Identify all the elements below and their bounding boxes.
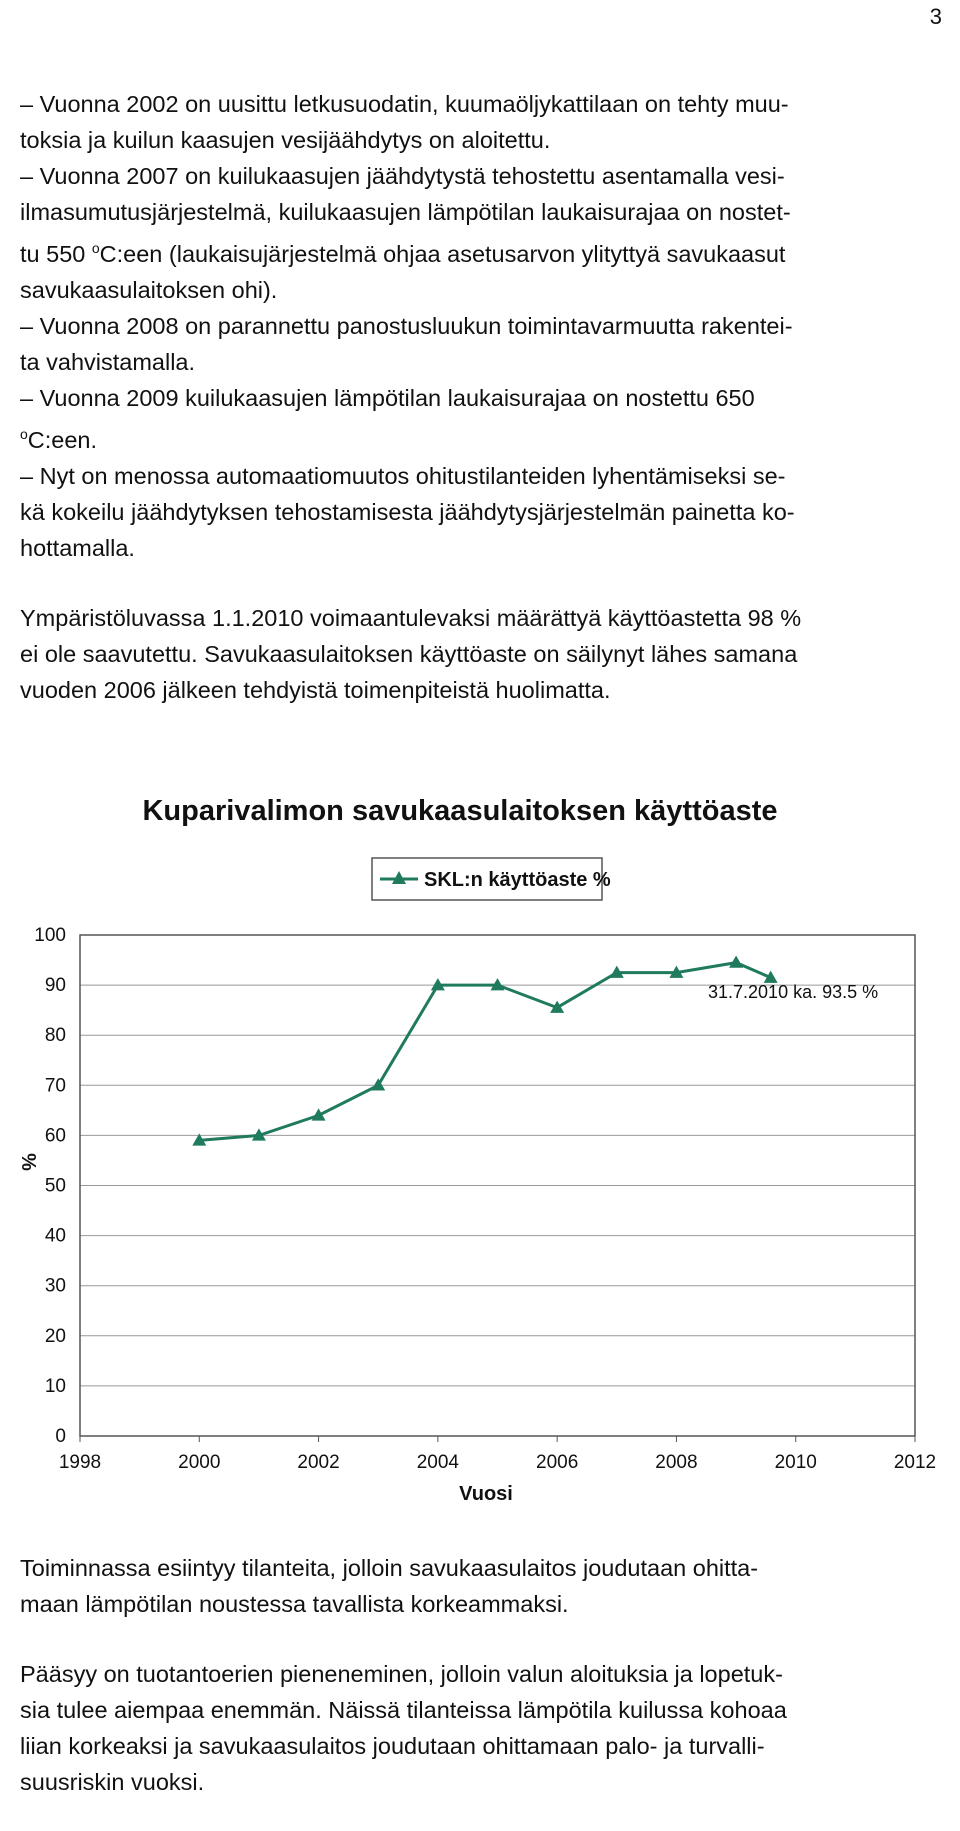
plot-area bbox=[34, 925, 936, 1473]
bypass-paragraph: Toiminnassa esiintyy tilanteita, jolloin savukaasulaitos joudutaan ohitta- maan lämpötilan noustessa tavallista korkeammaksi. bbox=[20, 1555, 759, 1617]
item-automation: – Nyt on menossa automaatiomuutos ohitustilanteiden lyhentämiseksi se- kä kokeilu jäähdytyksen tehostamisesta jäähdytysjärjestelmän painetta ko- hottamalla. bbox=[20, 462, 795, 561]
y-tick-label: 30 bbox=[44, 1275, 66, 1297]
x-axis-label: Vuosi bbox=[459, 1483, 513, 1505]
y-tick-label: 40 bbox=[44, 1225, 66, 1247]
x-tick-label: 1998 bbox=[58, 1452, 102, 1473]
x-tick-label: 2012 bbox=[893, 1452, 937, 1473]
x-tick-label: 2010 bbox=[774, 1452, 817, 1473]
legend-label: SKL:n käyttöaste % bbox=[424, 869, 611, 891]
item-2007: – Vuonna 2007 on kuilukaasujen jäähdytystä tehostettu asentamalla vesi- ilmasumutusjärjestelmä, kuilukaasujen lämpötilan laukaisurajaa on nostet- tu 550 $^o$C:een (laukaisujärjestelmä ohjaa asetusarvon ylityttyä savukaasut savukaasulaitoksen ohi). bbox=[20, 163, 791, 303]
item-2002: – Vuonna 2002 on uusittu letkusuodatin, kuumaöljykattilaan on tehty muu- toksia ja kuilun kaasujen vesijäähdytys on aloitettu. bbox=[20, 91, 789, 153]
y-tick-label: 0 bbox=[55, 1426, 66, 1447]
y-tick-label: 10 bbox=[44, 1375, 66, 1397]
top-text bbox=[20, 86, 940, 708]
x-tick-label: 2006 bbox=[536, 1452, 579, 1473]
y-tick-label: 60 bbox=[44, 1125, 66, 1147]
x-tick-label: 2004 bbox=[416, 1452, 459, 1473]
chart-title: Kuparivalimon savukaasulaitoksen käyttöaste bbox=[142, 795, 778, 827]
y-axis-label: % bbox=[17, 1153, 39, 1171]
x-tick-label: 2008 bbox=[655, 1452, 698, 1473]
y-tick-label: 50 bbox=[44, 1175, 66, 1197]
data-point-marker bbox=[371, 1078, 385, 1090]
item-2008: – Vuonna 2008 on parannettu panostusluukun toimintavarmuutta rakentei- ta vahvistamalla. bbox=[20, 312, 793, 375]
x-tick-label: 2000 bbox=[178, 1452, 221, 1473]
y-tick-label: 100 bbox=[34, 925, 66, 946]
cause-paragraph: Pääsyy on tuotantoerien pieneneminen, jolloin valun aloituksia ja lopetuk- sia tulee aiempaa enemmän. Näissä tilanteissa lämpötila kuilussa kohoaa liian korkeaksi ja savukaasulaitos joudutaan ohittamaan palo- ja turvalli- suusriskin vuoksi. bbox=[20, 1661, 787, 1795]
x-tick-label: 2002 bbox=[297, 1452, 340, 1473]
bottom-text bbox=[20, 1550, 940, 1800]
y-tick-label: 20 bbox=[44, 1325, 66, 1347]
permit-paragraph: Ympäristöluvassa 1.1.2010 voimaantulevaksi määrättyä käyttöastetta 98 % ei ole saavutettu. Savukaasulaitoksen käyttöaste on säilynyt lähes samana vuoden 2006 jälkeen tehdyistä toimenpiteistä huolimatta. bbox=[20, 604, 802, 703]
average-annotation: 31.7.2010 ka. 93.5 % bbox=[708, 982, 879, 1002]
data-point-marker bbox=[729, 956, 743, 968]
y-tick-label: 70 bbox=[44, 1075, 66, 1097]
y-tick-label: 90 bbox=[44, 975, 66, 997]
chart-svg bbox=[0, 790, 960, 1550]
item-2009: – Vuonna 2009 kuilukaasujen lämpötilan laukaisurajaa on nostettu 650 $^o$C:een. bbox=[20, 384, 755, 453]
chart-legend bbox=[372, 858, 611, 900]
y-tick-label: 80 bbox=[44, 1025, 66, 1047]
page-number: 3 bbox=[929, 4, 942, 29]
series-line bbox=[199, 963, 770, 1141]
utilization-chart bbox=[0, 790, 960, 1550]
